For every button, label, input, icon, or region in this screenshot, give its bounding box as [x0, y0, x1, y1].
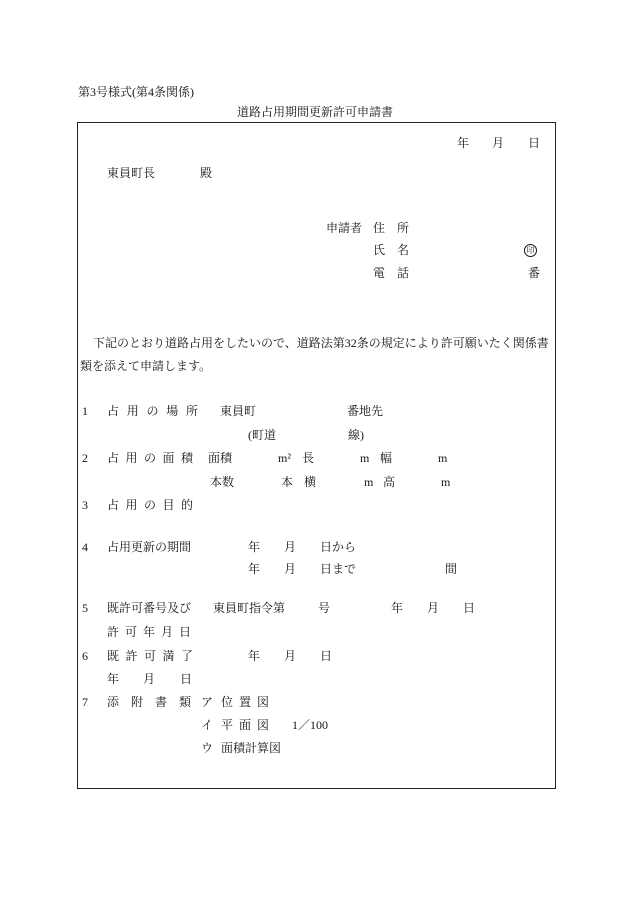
place-suffix: 番地先 — [347, 404, 384, 418]
road-name-close: 線) — [348, 428, 364, 442]
attachment-i-mark: イ — [201, 718, 214, 732]
expiry-line-2-year: 年 — [107, 672, 120, 686]
item-3-label: 占 用 の 目 的 — [107, 498, 193, 512]
item-4-number: 4 — [82, 540, 88, 554]
prior-permit-year: 年 — [391, 601, 404, 615]
attachment-i-name: 平 面 図 — [221, 718, 269, 732]
period-duration-suffix: 間 — [445, 562, 458, 576]
item-1-label: 占 用 の 場 所 — [107, 404, 198, 418]
place-town: 東員町 — [220, 404, 257, 418]
height-label: 高 — [383, 475, 396, 489]
count-label: 本数 — [210, 475, 235, 489]
applicant-phone-label: 電 話 — [373, 266, 410, 280]
period-from-year: 年 — [248, 540, 261, 554]
width-label: 幅 — [380, 451, 393, 465]
item-6-number: 6 — [82, 649, 88, 663]
item-2-number: 2 — [82, 451, 88, 465]
item-6-label: 既 許 可 満 了 — [107, 649, 193, 663]
form-number: 第3号様式(第4条関係) — [78, 85, 194, 99]
intro-line-1: 下記のとおり道路占用をしたいので、道路法第32条の規定により許可願いたく関係書 — [93, 336, 549, 350]
prior-permit-number-suffix: 号 — [318, 601, 331, 615]
item-7-label: 添 附 書 類 — [107, 695, 191, 709]
height-unit: m — [441, 475, 451, 489]
applicant-label: 申請者 — [326, 221, 363, 235]
addressee-honorific: 殿 — [200, 166, 213, 180]
area-unit: m² — [278, 451, 291, 465]
period-from-month: 月 — [284, 540, 297, 554]
length-unit: m — [360, 451, 370, 465]
applicant-name-label: 氏 名 — [373, 243, 410, 257]
document-title: 道路占用期間更新許可申請書 — [237, 105, 394, 119]
road-name-open: (町道 — [248, 428, 276, 442]
width-unit: m — [438, 451, 448, 465]
seal-icon: 印 — [524, 244, 537, 257]
count-unit: 本 — [281, 475, 294, 489]
expiry-line-2-month: 月 — [143, 672, 156, 686]
period-to-month: 月 — [284, 562, 297, 576]
expiry-line-2-day: 日 — [180, 672, 193, 686]
period-to-day: 日まで — [320, 562, 357, 576]
attachment-a-name: 位 置 図 — [221, 695, 269, 709]
item-7-number: 7 — [82, 695, 88, 709]
expiry-year: 年 — [248, 649, 261, 663]
item-1-number: 1 — [82, 404, 88, 418]
addressee-name: 東員町長 — [107, 166, 156, 180]
applicant-address-label: 住 所 — [373, 221, 410, 235]
item-3-number: 3 — [82, 498, 88, 512]
breadth-unit: m — [364, 475, 374, 489]
expiry-day: 日 — [320, 649, 333, 663]
item-5-label-line-1: 既許可番号及び — [107, 601, 192, 615]
date-day: 日 — [528, 136, 541, 150]
length-label: 長 — [302, 451, 315, 465]
applicant-phone-suffix: 番 — [528, 266, 541, 280]
intro-line-2: 類を添えて申請します。 — [80, 359, 212, 373]
attachment-u-mark: ウ — [201, 741, 214, 755]
item-4-label: 占用更新の期間 — [107, 540, 192, 554]
attachment-a-mark: ア — [201, 695, 214, 709]
attachment-u-name: 面積計算図 — [221, 741, 282, 755]
prior-permit-month: 月 — [427, 601, 440, 615]
period-from-day: 日から — [320, 540, 357, 554]
date-month: 月 — [492, 136, 505, 150]
item-5-number: 5 — [82, 601, 88, 615]
attachment-i-scale: 1／100 — [292, 718, 329, 732]
area-label: 面積 — [208, 451, 233, 465]
breadth-label: 横 — [304, 475, 317, 489]
expiry-month: 月 — [284, 649, 297, 663]
prior-permit-day: 日 — [463, 601, 476, 615]
date-year: 年 — [457, 136, 470, 150]
item-2-label: 占 用 の 面 積 — [107, 451, 193, 465]
prior-permit-prefix: 東員町指令第 — [213, 601, 286, 615]
period-to-year: 年 — [248, 562, 261, 576]
item-5-label-line-2: 許 可 年 月 日 — [107, 625, 191, 639]
